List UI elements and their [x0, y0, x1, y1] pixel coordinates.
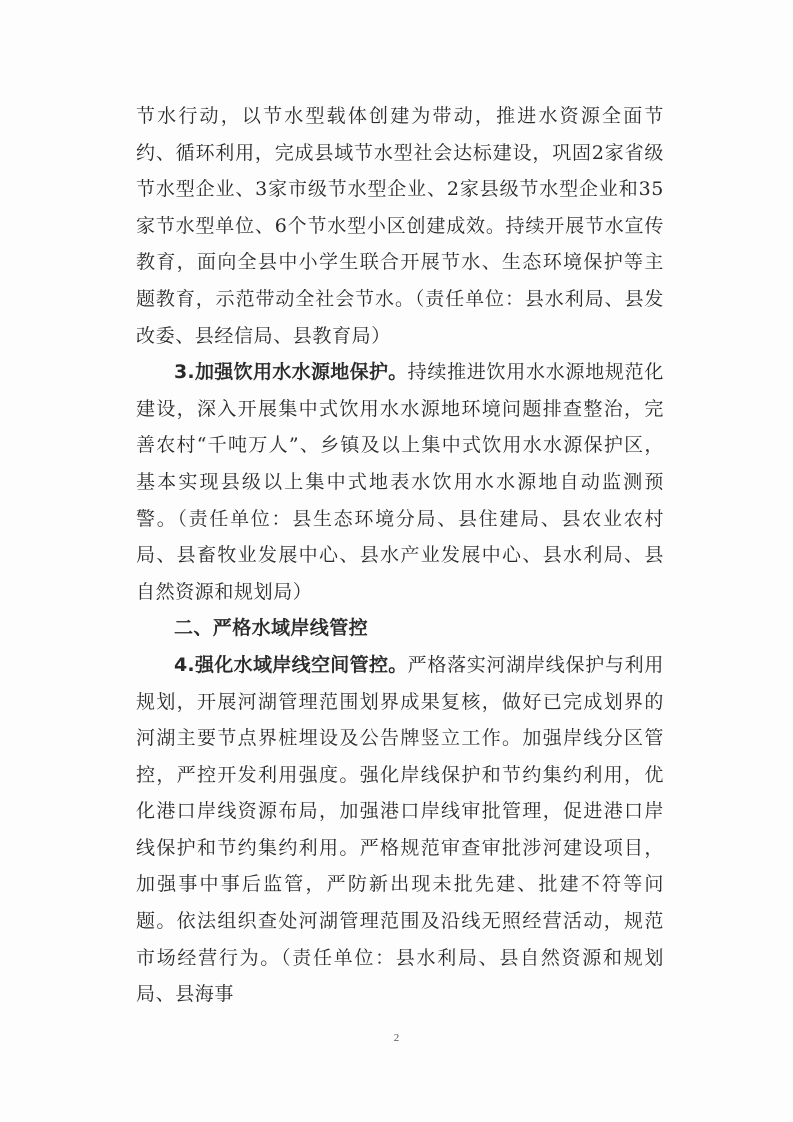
paragraph-lead: 4.强化水域岸线空间管控。	[174, 653, 408, 676]
document-body	[136, 98, 664, 1013]
paragraph-text: 严格落实河湖岸线保护与利用规划，开展河湖管理范围划界成果复核，做好已完成划界的河湖主要节点界桩埋设及公告牌竖立工作。加强岸线分区管控，严控开发利用强度。强化岸线保护和节约集约利用，优化港口岸线资源布局，加强港口岸线审批管理，促进港口岸线保护和节约集约利用。严格规范审查审批涉河建设项目，加强事中事后监管，严防新出现未批先建、批建不符等问题。依法组织查处河湖管理范围及沿线无照经营活动，规范市场经营行为。（责任单位：县水利局、县自然资源和规划局、县海事	[136, 653, 664, 1006]
page-number: 2	[393, 1032, 400, 1044]
paragraph-text: 持续推进饮用水水源地规范化建设，深入开展集中式饮用水水源地环境问题排查整治，完善农村“千吨万人”、乡镇及以上集中式饮用水水源保护区，基本实现县级以上集中式地表水饮用水水源地自动监测预警。（责任单位：县生态环境分局、县住建局、县农业农村局、县畜牧业发展中心、县水产业发展中心、县水利局、县自然资源和规划局）	[136, 361, 664, 603]
section-heading: 二、严格水域岸线管控	[174, 617, 369, 640]
paragraph-lead: 3.加强饮用水水源地保护。	[174, 361, 408, 384]
paragraph-drinking-water-source	[136, 354, 664, 610]
paragraph-text: 节水行动，以节水型载体创建为带动，推进水资源全面节约、循环利用，完成县域节水型社会达标建设，巩固2家省级节水型企业、3家市级节水型企业、2家县级节水型企业和35家节水型单位、6个节水型小区创建成效。持续开展节水宣传教育，面向全县中小学生联合开展节水、生态环境保护等主题教育，示范带动全社会节水。（责任单位：县水利局、县发改委、县经信局、县教育局）	[136, 105, 664, 347]
paragraph-shoreline-control	[136, 647, 664, 1013]
paragraph-water-saving-action	[136, 98, 664, 354]
